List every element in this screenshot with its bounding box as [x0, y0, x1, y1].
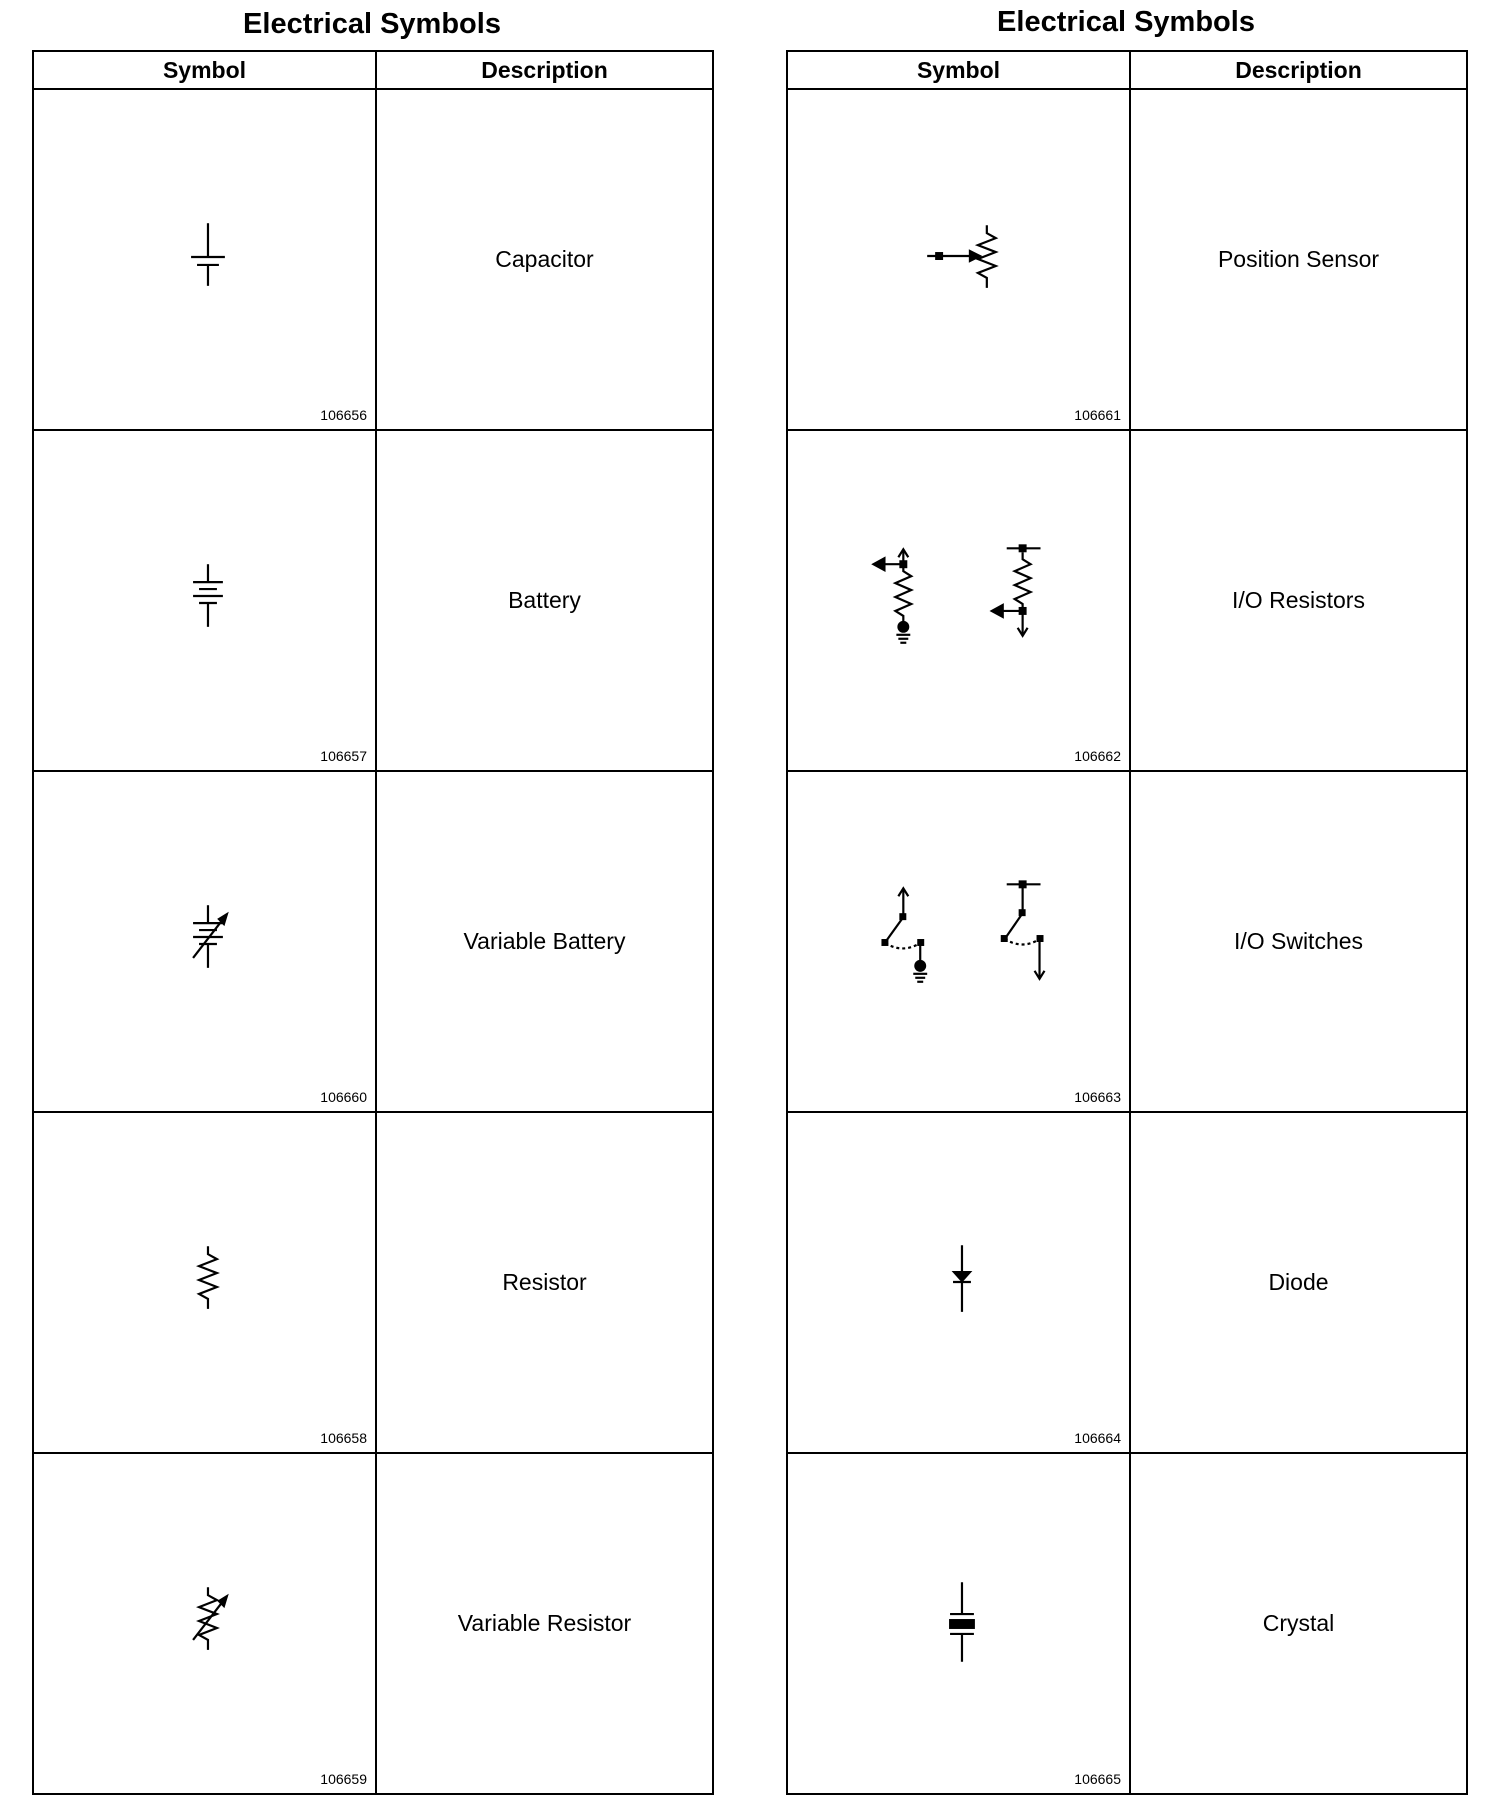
capacitor-icon [34, 90, 375, 429]
io-resistors-icon [788, 431, 1129, 770]
crystal-icon [788, 1454, 1129, 1793]
symbol-cell [787, 89, 1130, 430]
left-panel-title: Electrical Symbols [243, 8, 501, 40]
table-row [33, 1453, 713, 1794]
symbol-cell [787, 771, 1130, 1112]
figure-id: 106665 [1074, 1771, 1121, 1787]
symbol-cell [33, 1453, 376, 1794]
figure-id: 106658 [320, 1430, 367, 1446]
description-cell: I/O Resistors [1130, 430, 1467, 771]
figure-id: 106663 [1074, 1089, 1121, 1105]
description-cell: Variable Battery [376, 771, 713, 1112]
description-cell: Crystal [1130, 1453, 1467, 1794]
resistor-icon [34, 1113, 375, 1452]
symbol-cell [33, 430, 376, 771]
table-row [787, 89, 1467, 430]
figure-id: 106660 [320, 1089, 367, 1105]
description-column-header: Description [1130, 51, 1467, 89]
symbol-column-header: Symbol [787, 51, 1130, 89]
symbol-cell [787, 1453, 1130, 1794]
table-row [787, 430, 1467, 771]
left-symbols-table [32, 50, 714, 1795]
variable-battery-icon [34, 772, 375, 1111]
symbol-cell [787, 430, 1130, 771]
description-cell: Position Sensor [1130, 89, 1467, 430]
description-column-header: Description [376, 51, 713, 89]
table-row [33, 771, 713, 1112]
figure-id: 106664 [1074, 1430, 1121, 1446]
figure-id: 106656 [320, 407, 367, 423]
figure-id: 106657 [320, 748, 367, 764]
right-symbols-table [786, 50, 1468, 1795]
symbol-column-header: Symbol [33, 51, 376, 89]
figure-id: 106661 [1074, 407, 1121, 423]
variable-resistor-icon [34, 1454, 375, 1793]
description-cell: Resistor [376, 1112, 713, 1453]
symbol-cell [33, 771, 376, 1112]
description-cell: Battery [376, 430, 713, 771]
symbol-cell [33, 1112, 376, 1453]
symbol-cell [33, 89, 376, 430]
right-panel-title: Electrical Symbols [997, 6, 1255, 38]
description-cell: I/O Switches [1130, 771, 1467, 1112]
table-header-row [33, 51, 713, 89]
table-row [787, 1453, 1467, 1794]
position-sensor-icon [788, 90, 1129, 429]
table-row [33, 430, 713, 771]
figure-id: 106659 [320, 1771, 367, 1787]
table-row [787, 771, 1467, 1112]
table-row [33, 1112, 713, 1453]
battery-icon [34, 431, 375, 770]
figure-id: 106662 [1074, 748, 1121, 764]
diode-icon [788, 1113, 1129, 1452]
io-switches-icon [788, 772, 1129, 1111]
table-row [33, 89, 713, 430]
table-row [787, 1112, 1467, 1453]
symbol-cell [787, 1112, 1130, 1453]
description-cell: Diode [1130, 1112, 1467, 1453]
table-header-row [787, 51, 1467, 89]
description-cell: Variable Resistor [376, 1453, 713, 1794]
description-cell: Capacitor [376, 89, 713, 430]
